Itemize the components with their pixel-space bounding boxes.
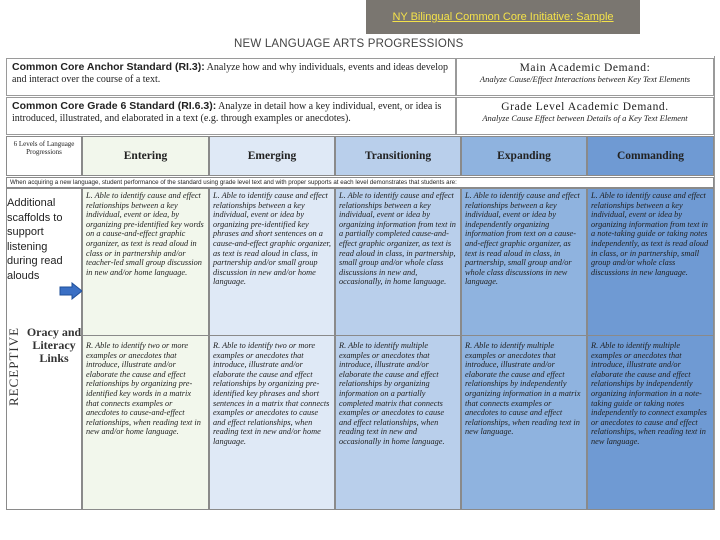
banner-title-link[interactable]: NY Bilingual Common Core Initiative: Sample	[392, 11, 614, 23]
oracy-literacy-links: Oracy and Literacy Links	[26, 325, 82, 365]
row-divider	[588, 335, 713, 336]
grade-standard-text: Analyze in detail how a key individual, event, or idea is introduced, illustrated, and elaborated in a text (e.g. through examples or anecdotes).	[12, 101, 442, 124]
grade-demand-box	[456, 97, 714, 135]
title-banner	[366, 0, 640, 34]
expanding-listening-cell: L. Able to identify cause and effect relationships between a key individual, event or idea by independently organizing information from text on a cause-and-effect graphic organizer, as text is read aloud in class, in partnership, small group and/or whole class discussions in new language.	[465, 191, 580, 287]
commanding-listening-cell: L. Able to identify cause and effect relationships between a key individual, event or idea by organizing information from text in a note-taking guide or taking notes independently, as text is read aloud in class, or in partnership, small group and/or whole class discussions in new language.	[591, 191, 709, 277]
level-header-entering: Entering	[82, 136, 209, 176]
level-header-emerging: Emerging	[209, 136, 335, 176]
scaffolds-note: Additional scaffolds to support listening during read alouds	[7, 197, 63, 282]
column-expanding	[461, 188, 587, 510]
emerging-reading-cell: R. Able to identify two or more examples or anecdotes that introduce, illustrate and/or elaborate the cause and effect relationships by organizing pre-identified key phrases and short sentences in a matrix that connects examples or anecdotes to cause and effect relationships, when reading text in new and/or home language.	[213, 341, 330, 446]
anchor-standard-text: Analyze how and why individuals, events and ideas develop and interact over the course of a text.	[12, 62, 448, 85]
commanding-reading-cell: R. Able to identify multiple examples or anecdotes that introduce, illustrate and/or elaborate the cause and effect relationships by independently organizing information in a note-taking guide or taking notes independently to connect examples or anecdotes to cause and effect relationships, when reading text in new language.	[591, 341, 707, 446]
grade-standard-label: Common Core Grade 6 Standard (RI.6.3):	[12, 100, 217, 112]
svg-text:RECEPTIVE: RECEPTIVE	[6, 326, 21, 406]
expanding-reading-cell: R. Able to identify multiple examples or anecdotes that introduce, illustrate and/or elaborate the cause and effect relationships by independently organizing information in a matrix that connects examples or anecdotes to cause and effect relationships, when reading text in new language.	[465, 341, 581, 437]
grade-demand-title: Grade Level Academic Demand.	[501, 101, 669, 113]
level-header-expanding: Expanding	[461, 136, 587, 176]
level-header-commanding: Commanding	[587, 136, 714, 176]
arrow-right-icon	[59, 282, 83, 300]
entering-reading-cell: R. Able to identify two or more examples or anecdotes that introduce, illustrate and/or elaborate the cause and effect relationships by organizing pre-identified key words in a matrix that connects examples or anecdotes to cause-and-effect relationships, when reading text in new and/or home language.	[86, 341, 201, 437]
main-demand-box	[456, 58, 714, 96]
anchor-standard-label: Common Core Anchor Standard (RI.3):	[12, 61, 205, 73]
sheet-title: NEW LANGUAGE ARTS PROGRESSIONS	[234, 38, 464, 50]
entering-listening-cell: L. Able to identify cause and effect relationships between a key individual, event or idea, by organizing pre-identified key words on a cause-and-effect graphic organizer, as text is read aloud in class or in partnership and/or teacher-led small group discussion in new and/or home language.	[86, 191, 204, 277]
right-edge-line	[714, 56, 715, 510]
main-demand-text: Analyze Cause/Effect Interactions between Key Text Elements	[479, 74, 691, 84]
column-transitioning	[335, 188, 461, 510]
main-demand-title: Main Academic Demand:	[519, 62, 651, 74]
column-commanding	[587, 188, 714, 510]
performance-prompt: When acquiring a new language, student performance of the standard using grade level text and with proper supports at each level demonstrates that students are:	[6, 177, 714, 188]
row-divider	[83, 335, 208, 336]
row-divider	[336, 335, 460, 336]
row-divider	[210, 335, 334, 336]
grade-standard-box	[6, 97, 456, 135]
column-entering	[82, 188, 209, 510]
anchor-standard-box	[6, 58, 456, 96]
column-emerging	[209, 188, 335, 510]
levels-label: 6 Levels of Language Progressions	[6, 136, 82, 176]
transitioning-listening-cell: L. Able to identify cause and effect relationships between a key individual, event or idea by organizing information from text in a partially completed cause-and-effect graphic organizer, as text is read aloud in class, in partnership, small group and/or whole class discussions in new and, occasionally, in home language.	[339, 191, 456, 287]
grade-demand-text: Analyze Cause Effect between Details of a Key Text Element	[482, 113, 688, 123]
row-divider	[462, 335, 586, 336]
level-header-transitioning: Transitioning	[335, 136, 461, 176]
receptive-label	[4, 298, 24, 408]
emerging-listening-cell: L. Able to identify cause and effect relationships between a key individual, event or idea by organizing pre-identified key phrases and short sentences on a cause-and-effect graphic organizer, as text is read aloud in class, in partnership and/or small group discussion in new and/or home language.	[213, 191, 331, 287]
transitioning-reading-cell: R. Able to identify multiple examples or anecdotes that introduce, illustrate and/or elaborate the cause and effect relationships by organizing information on a partially completed matrix that connects examples or anecdotes to cause and effect relationships, when reading text in new and occasionally in home language.	[339, 341, 445, 446]
